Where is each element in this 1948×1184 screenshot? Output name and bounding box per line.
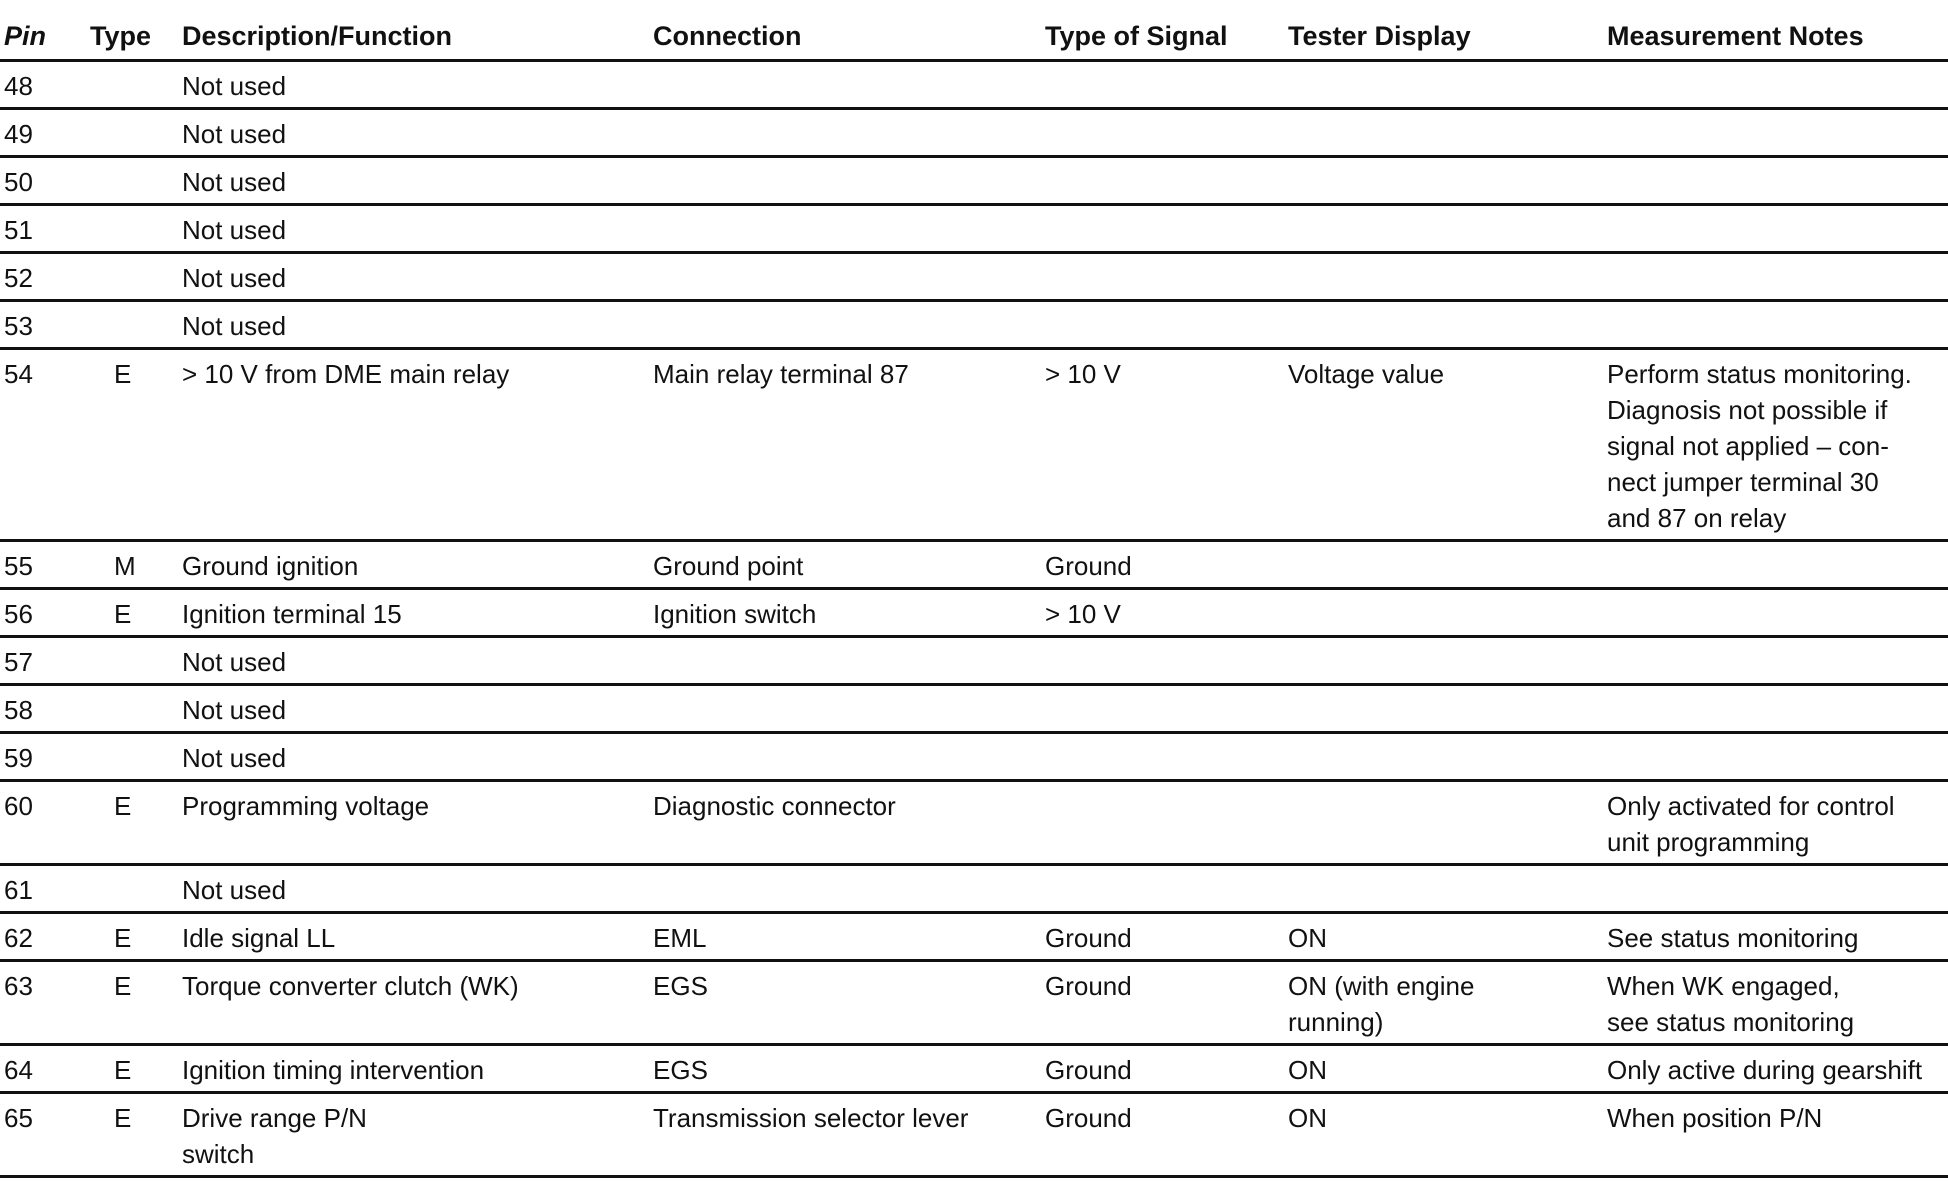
pin-cell: 57 <box>0 637 86 685</box>
type-cell: E <box>86 349 182 541</box>
pin-cell: 55 <box>0 541 86 589</box>
table-row <box>0 109 1948 157</box>
table-row <box>0 61 1948 109</box>
type-cell: M <box>86 541 182 589</box>
description-cell: Not used <box>182 157 653 205</box>
measurement-notes-cell: Only active during gearshift <box>1607 1045 1948 1093</box>
signal-type-cell: Ground <box>1045 913 1288 961</box>
table-row <box>0 913 1948 961</box>
connection-cell <box>653 61 1045 109</box>
type-cell <box>86 205 182 253</box>
signal-type-cell <box>1045 685 1288 733</box>
signal-type-cell <box>1045 865 1288 913</box>
table-row <box>0 1093 1948 1177</box>
type-cell: E <box>86 913 182 961</box>
table-body <box>0 61 1948 1177</box>
pin-cell: 63 <box>0 961 86 1045</box>
table-row <box>0 589 1948 637</box>
table-row <box>0 157 1948 205</box>
table-row <box>0 637 1948 685</box>
description-cell: Programming voltage <box>182 781 653 865</box>
tester-display-cell <box>1288 685 1607 733</box>
type-cell: E <box>86 1093 182 1177</box>
description-cell: Not used <box>182 685 653 733</box>
measurement-notes-cell <box>1607 109 1948 157</box>
header-type: Type <box>86 14 182 61</box>
table-row <box>0 961 1948 1045</box>
header-connection: Connection <box>653 14 1045 61</box>
type-cell <box>86 61 182 109</box>
pin-cell: 62 <box>0 913 86 961</box>
description-cell: Not used <box>182 733 653 781</box>
pin-cell: 48 <box>0 61 86 109</box>
connection-cell: Transmission selector lever <box>653 1093 1045 1177</box>
description-cell: Not used <box>182 637 653 685</box>
pin-assignment-table <box>0 14 1948 1178</box>
tester-display-cell: Voltage value <box>1288 349 1607 541</box>
type-cell <box>86 733 182 781</box>
description-cell: Not used <box>182 253 653 301</box>
measurement-notes-cell <box>1607 61 1948 109</box>
measurement-notes-cell: When WK engaged, see status monitoring <box>1607 961 1948 1045</box>
table-row <box>0 301 1948 349</box>
pin-cell: 65 <box>0 1093 86 1177</box>
measurement-notes-cell <box>1607 637 1948 685</box>
description-cell: Ignition terminal 15 <box>182 589 653 637</box>
signal-type-cell <box>1045 157 1288 205</box>
measurement-notes-cell <box>1607 253 1948 301</box>
measurement-notes-cell: When position P/N <box>1607 1093 1948 1177</box>
description-cell: Not used <box>182 205 653 253</box>
tester-display-cell <box>1288 781 1607 865</box>
table-row <box>0 349 1948 541</box>
connection-cell: Ground point <box>653 541 1045 589</box>
signal-type-cell <box>1045 253 1288 301</box>
description-cell: Not used <box>182 61 653 109</box>
signal-type-cell: Ground <box>1045 541 1288 589</box>
type-cell <box>86 301 182 349</box>
description-cell: Torque converter clutch (WK) <box>182 961 653 1045</box>
measurement-notes-cell <box>1607 205 1948 253</box>
connection-cell <box>653 157 1045 205</box>
pin-cell: 58 <box>0 685 86 733</box>
tester-display-cell <box>1288 253 1607 301</box>
tester-display-cell <box>1288 109 1607 157</box>
header-tester-display: Tester Display <box>1288 14 1607 61</box>
measurement-notes-cell <box>1607 157 1948 205</box>
signal-type-cell <box>1045 781 1288 865</box>
connection-cell: EML <box>653 913 1045 961</box>
table-row <box>0 205 1948 253</box>
tester-display-cell <box>1288 733 1607 781</box>
signal-type-cell <box>1045 637 1288 685</box>
table-row <box>0 685 1948 733</box>
type-cell <box>86 157 182 205</box>
header-description: Description/Function <box>182 14 653 61</box>
tester-display-cell: ON (with engine running) <box>1288 961 1607 1045</box>
type-cell: E <box>86 961 182 1045</box>
measurement-notes-cell <box>1607 685 1948 733</box>
signal-type-cell: > 10 V <box>1045 349 1288 541</box>
table-row <box>0 1045 1948 1093</box>
tester-display-cell <box>1288 637 1607 685</box>
connection-cell: Main relay terminal 87 <box>653 349 1045 541</box>
type-cell <box>86 685 182 733</box>
signal-type-cell <box>1045 205 1288 253</box>
measurement-notes-cell: See status monitoring <box>1607 913 1948 961</box>
pin-cell: 61 <box>0 865 86 913</box>
pin-cell: 49 <box>0 109 86 157</box>
tester-display-cell <box>1288 205 1607 253</box>
pin-cell: 50 <box>0 157 86 205</box>
connection-cell: EGS <box>653 961 1045 1045</box>
tester-display-cell <box>1288 301 1607 349</box>
tester-display-cell <box>1288 589 1607 637</box>
signal-type-cell <box>1045 301 1288 349</box>
tester-display-cell <box>1288 157 1607 205</box>
description-cell: Not used <box>182 109 653 157</box>
measurement-notes-cell <box>1607 541 1948 589</box>
connection-cell <box>653 253 1045 301</box>
measurement-notes-cell <box>1607 589 1948 637</box>
connection-cell <box>653 637 1045 685</box>
type-cell: E <box>86 781 182 865</box>
tester-display-cell <box>1288 865 1607 913</box>
type-cell <box>86 253 182 301</box>
pin-cell: 53 <box>0 301 86 349</box>
connection-cell <box>653 301 1045 349</box>
signal-type-cell: > 10 V <box>1045 589 1288 637</box>
connection-cell: Ignition switch <box>653 589 1045 637</box>
pin-cell: 52 <box>0 253 86 301</box>
description-cell: Ignition timing intervention <box>182 1045 653 1093</box>
tester-display-cell: ON <box>1288 1045 1607 1093</box>
pin-cell: 54 <box>0 349 86 541</box>
pin-cell: 56 <box>0 589 86 637</box>
connection-cell <box>653 865 1045 913</box>
connection-cell <box>653 109 1045 157</box>
measurement-notes-cell <box>1607 733 1948 781</box>
pin-cell: 59 <box>0 733 86 781</box>
connection-cell <box>653 205 1045 253</box>
measurement-notes-cell: Perform status monitoring. Diagnosis not possible if signal not applied – con- nect jumper terminal 30 and 87 on relay <box>1607 349 1948 541</box>
table-row <box>0 253 1948 301</box>
description-cell: Ground ignition <box>182 541 653 589</box>
type-cell <box>86 637 182 685</box>
description-cell: Idle signal LL <box>182 913 653 961</box>
tester-display-cell <box>1288 541 1607 589</box>
header-row <box>0 14 1948 61</box>
table-row <box>0 781 1948 865</box>
description-cell: Drive range P/N switch <box>182 1093 653 1177</box>
pin-cell: 64 <box>0 1045 86 1093</box>
measurement-notes-cell <box>1607 865 1948 913</box>
measurement-notes-cell: Only activated for control unit programming <box>1607 781 1948 865</box>
pin-cell: 60 <box>0 781 86 865</box>
signal-type-cell: Ground <box>1045 1045 1288 1093</box>
type-cell <box>86 109 182 157</box>
description-cell: Not used <box>182 301 653 349</box>
table-row <box>0 541 1948 589</box>
table-row <box>0 865 1948 913</box>
header-pin: Pin <box>0 14 86 61</box>
signal-type-cell <box>1045 733 1288 781</box>
description-cell: Not used <box>182 865 653 913</box>
connection-cell: EGS <box>653 1045 1045 1093</box>
type-cell: E <box>86 1045 182 1093</box>
connection-cell <box>653 685 1045 733</box>
signal-type-cell: Ground <box>1045 1093 1288 1177</box>
connection-cell: Diagnostic connector <box>653 781 1045 865</box>
signal-type-cell <box>1045 61 1288 109</box>
tester-display-cell: ON <box>1288 1093 1607 1177</box>
type-cell: E <box>86 589 182 637</box>
pin-cell: 51 <box>0 205 86 253</box>
signal-type-cell <box>1045 109 1288 157</box>
tester-display-cell <box>1288 61 1607 109</box>
table-row <box>0 733 1948 781</box>
measurement-notes-cell <box>1607 301 1948 349</box>
tester-display-cell: ON <box>1288 913 1607 961</box>
header-measurement-notes: Measurement Notes <box>1607 14 1948 61</box>
connection-cell <box>653 733 1045 781</box>
type-cell <box>86 865 182 913</box>
header-signal-type: Type of Signal <box>1045 14 1288 61</box>
description-cell: > 10 V from DME main relay <box>182 349 653 541</box>
signal-type-cell: Ground <box>1045 961 1288 1045</box>
